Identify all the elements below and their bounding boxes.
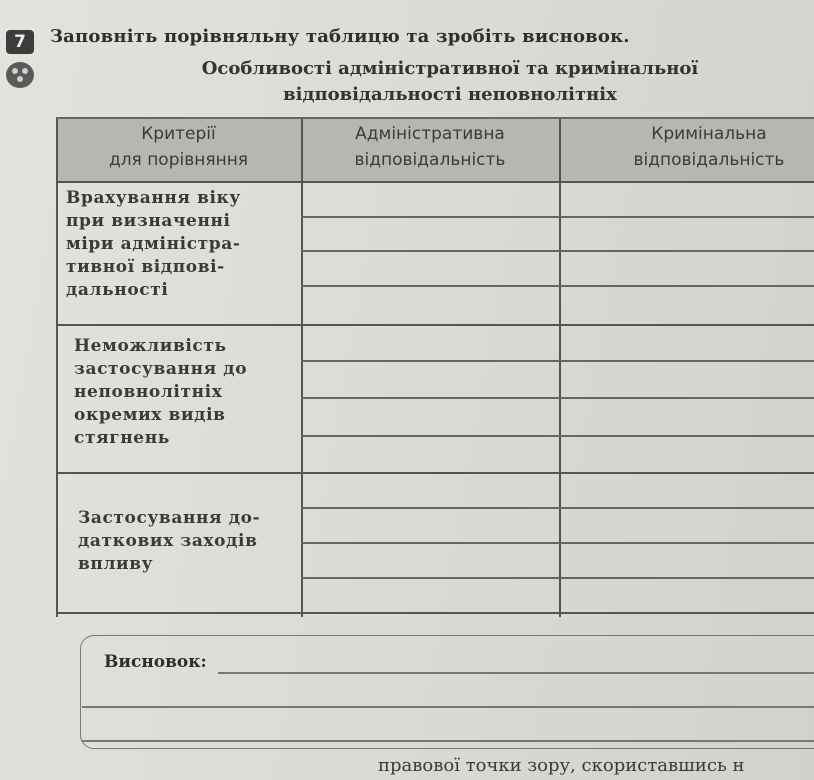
- comparison-table: [56, 117, 814, 617]
- table-header-row: [56, 117, 814, 181]
- conclusion-answer-line[interactable]: [218, 672, 814, 674]
- table-border-left: [56, 117, 58, 617]
- table-border-top: [56, 117, 814, 119]
- criterion-text-line: окремих видів: [74, 405, 226, 425]
- header-administrative-line-2: відповідальність: [354, 150, 506, 170]
- criterion-penalty-restriction: [74, 335, 247, 450]
- header-criteria-line-1: Критерії: [141, 124, 216, 144]
- answer-line[interactable]: [301, 435, 814, 437]
- criterion-text-line: тивної відпові-: [66, 257, 225, 277]
- criterion-text-line: даткових заходів: [78, 531, 258, 551]
- header-criminal-line-2: відповідальність: [633, 150, 785, 170]
- answer-line[interactable]: [301, 285, 814, 287]
- group-work-icon: [6, 62, 34, 88]
- criterion-text-line: міри адміністра-: [66, 234, 241, 254]
- task-number-badge: 7: [6, 30, 34, 54]
- criterion-text-line: Врахування віку: [66, 188, 241, 208]
- header-bottom-border: [56, 181, 814, 183]
- header-criminal-line-1: Кримінальна: [651, 124, 767, 144]
- answer-line[interactable]: [301, 542, 814, 544]
- answer-line[interactable]: [301, 250, 814, 252]
- conclusion-answer-line[interactable]: [82, 706, 814, 708]
- task-instruction: Заповніть порівняльну таблицю та зробіть висновок.: [50, 26, 630, 47]
- criterion-text-line: дальності: [66, 280, 169, 300]
- section-divider-1: [56, 324, 814, 326]
- header-criteria: [56, 121, 301, 173]
- criterion-text-line: впливу: [78, 554, 154, 574]
- answer-line[interactable]: [301, 360, 814, 362]
- answer-line[interactable]: [301, 216, 814, 218]
- answer-line[interactable]: [301, 507, 814, 509]
- table-title-line-1: Особливості адміністративної та кримінальної: [201, 58, 699, 79]
- criterion-text-line: Застосування до-: [78, 508, 261, 528]
- criterion-text-line: Неможливість: [74, 336, 227, 356]
- criterion-text-line: застосування до: [74, 359, 248, 379]
- conclusion-label: Висновок:: [104, 652, 207, 672]
- header-administrative-line-1: Адміністративна: [355, 124, 505, 144]
- criterion-text-line: неповнолітніх: [74, 382, 223, 402]
- header-criminal: [559, 121, 814, 173]
- criterion-additional-measures: [78, 507, 260, 576]
- next-task-text-fragment: правової точки зору, скориставшись н: [378, 755, 745, 776]
- section-divider-2: [56, 472, 814, 474]
- criterion-text-line: при визначенні: [66, 211, 231, 231]
- answer-line[interactable]: [301, 577, 814, 579]
- header-criteria-line-2: для порівняння: [108, 150, 249, 170]
- criterion-age-consideration: [66, 187, 241, 302]
- header-administrative: [301, 121, 559, 173]
- conclusion-answer-line[interactable]: [82, 740, 814, 742]
- table-border-bottom: [56, 612, 814, 614]
- criterion-text-line: стягнень: [74, 428, 170, 448]
- answer-line[interactable]: [301, 397, 814, 399]
- table-title-line-2: відповідальності неповнолітніх: [283, 84, 617, 105]
